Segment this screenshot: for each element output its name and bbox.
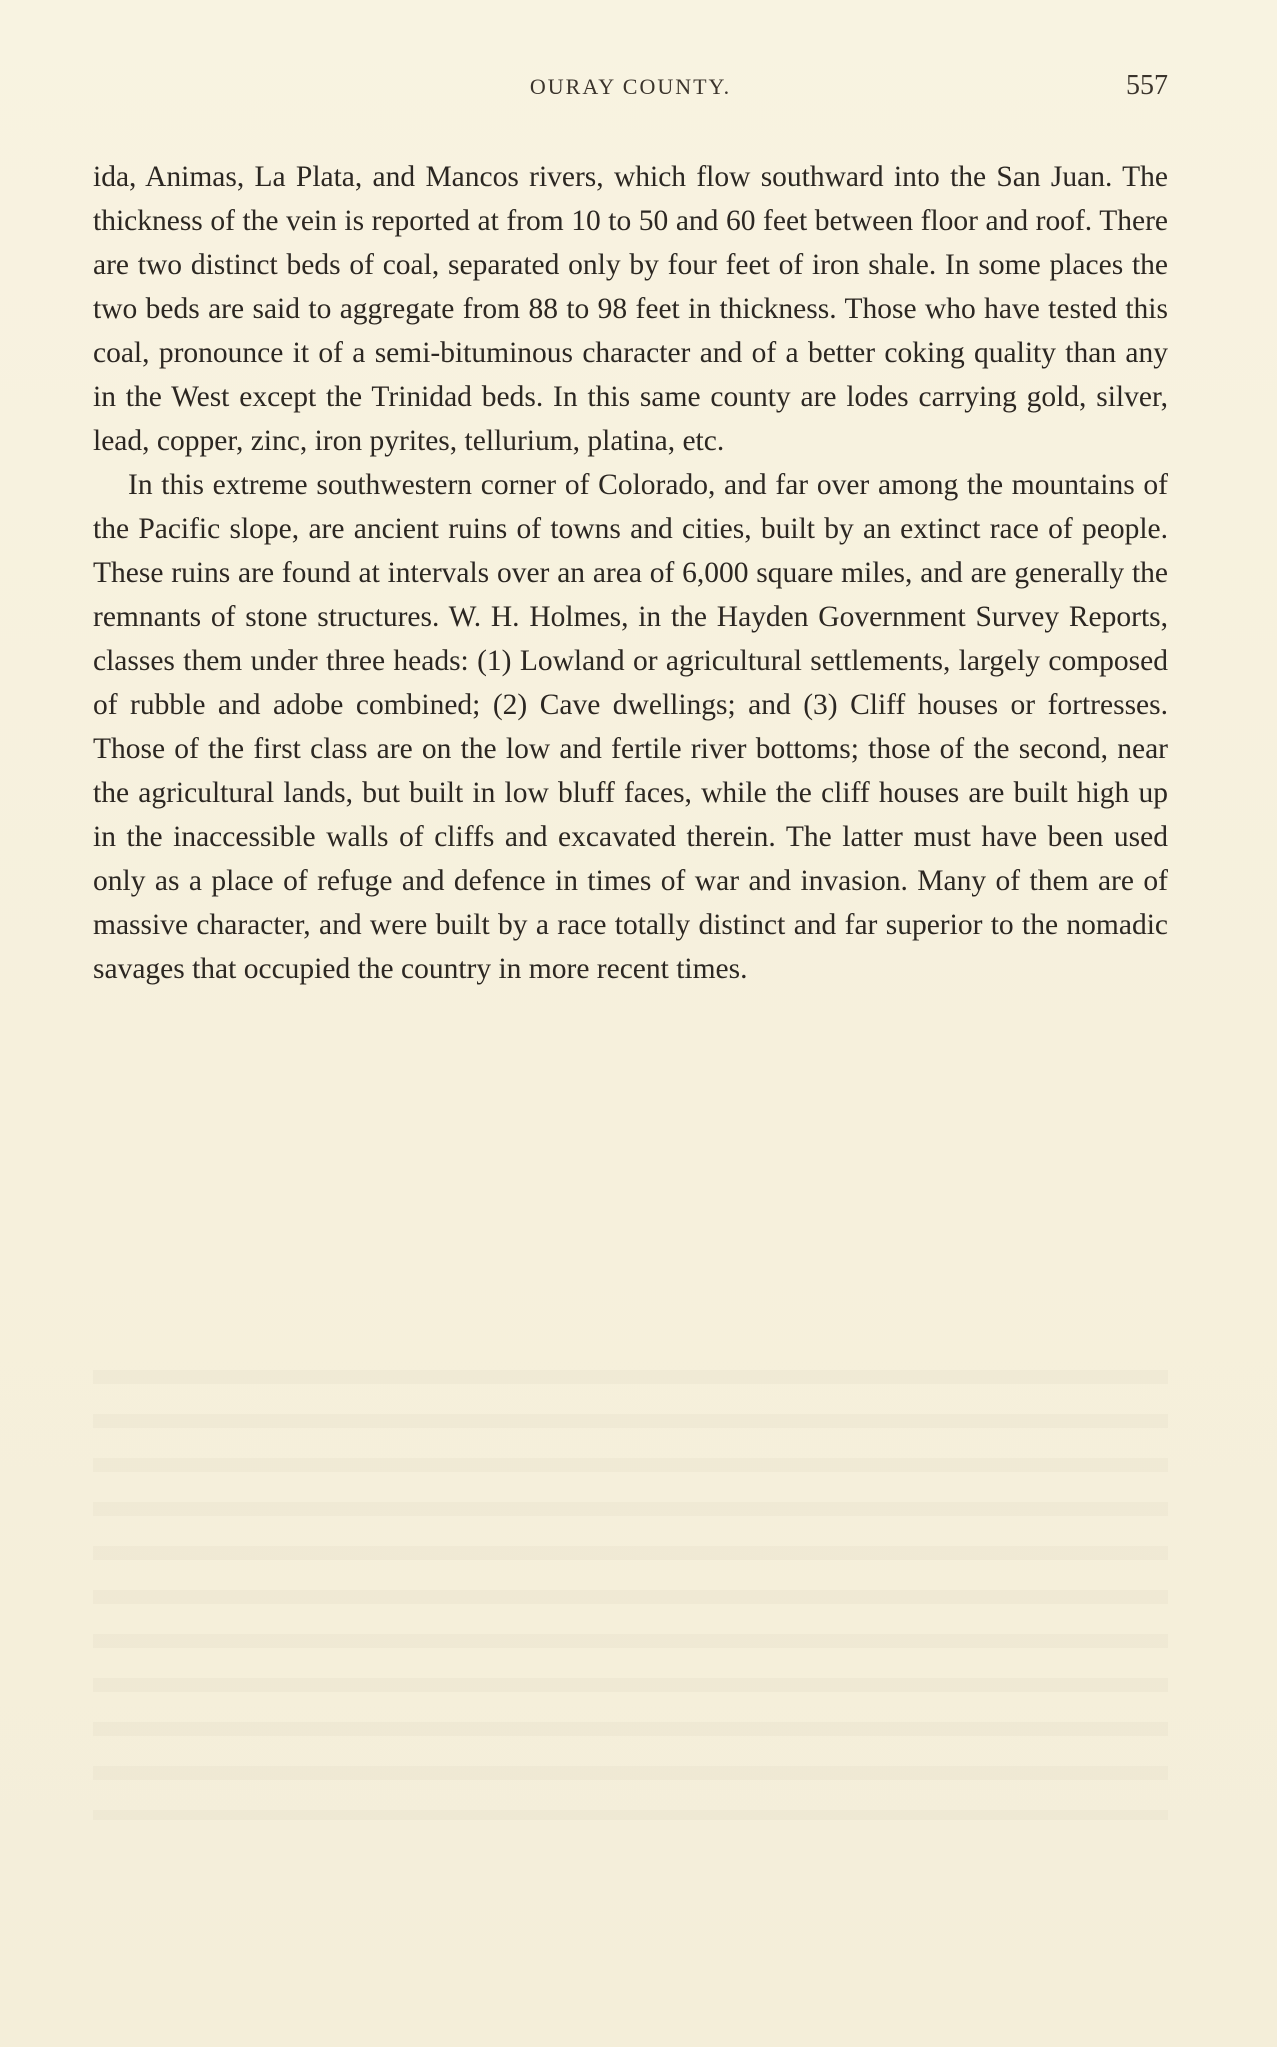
running-head xyxy=(93,70,1168,110)
reverse-side-show-through xyxy=(93,1340,1168,1820)
paragraph-ancient-ruins: In this extreme southwestern corner of Colorado, and far over among the mountains of the Pacific slope, are ancient ruins of towns and cities, built by an extinct race of people. These ruins are found at intervals over an area of 6,000 square miles, and are generally the remnants of stone structures. W. H. Holmes, in the Hayden Government Survey Reports, classes them under three heads: (1) Lowland or agricultural settlements, largely composed of rubble and adobe combined; (2) Cave dwellings; and (3) Cliff houses or fortresses. Those of the first class are on the low and fertile river bottoms; those of the second, near the agricultural lands, but built in low bluff faces, while the cliff houses are built high up in the inaccessible walls of cliffs and excavated therein. The latter must have been used only as a place of refuge and defence in times of war and invasion. Many of them are of massive character, and were built by a race totally distinct and far superior to the nomadic savages that occupied the country in more recent times. xyxy=(93,469,1168,985)
body-text xyxy=(93,155,1168,991)
page-number: 557 xyxy=(1126,70,1168,101)
paragraph-coal-beds: ida, Animas, La Plata, and Mancos rivers, which flow southward into the San Juan. The thickness of the vein is reported at from 10 to 50 and 60 feet between floor and roof. There are two distinct beds of coal, separated only by four feet of iron shale. In some places the two beds are said to aggregate from 88 to 98 feet in thickness. Those who have tested this coal, pronounce it of a semi-bituminous character and of a better coking quality than any in the West except the Trinidad beds. In this same county are lodes carrying gold, silver, lead, copper, zinc, iron pyrites, tellurium, platina, etc. xyxy=(93,161,1168,457)
running-title: OURAY COUNTY. xyxy=(529,74,732,99)
